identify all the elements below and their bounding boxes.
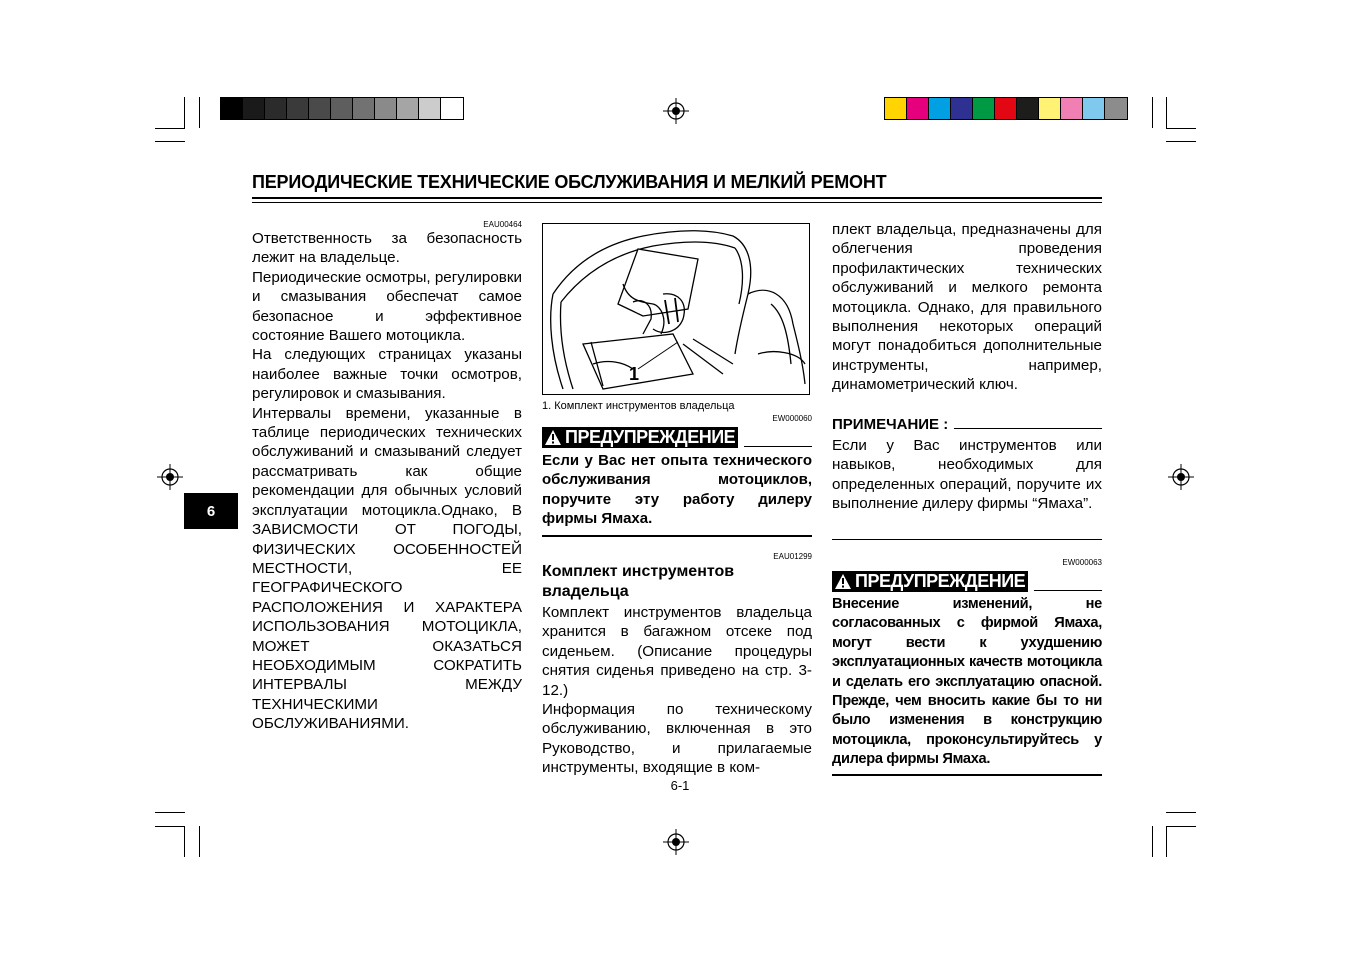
crop-mark [1152, 826, 1153, 857]
toolkit-illustration [542, 223, 810, 395]
figure-caption: 1. Комплект инструментов владельца [542, 400, 735, 412]
warning-heading-line [744, 446, 812, 447]
calibration-swatch [1017, 98, 1039, 119]
calibration-swatch [353, 98, 375, 119]
note-label: ПРИМЕЧАНИЕ : [832, 416, 949, 433]
calibration-swatch [907, 98, 929, 119]
warning-heading [542, 427, 812, 448]
calibration-swatch [309, 98, 331, 119]
warning-triangle-icon [544, 429, 562, 446]
warning-end-rule [542, 535, 812, 537]
calibration-swatch [929, 98, 951, 119]
calibration-swatch [397, 98, 419, 119]
crop-mark [155, 812, 185, 813]
crop-mark [1166, 812, 1196, 813]
registration-mark-icon [1168, 464, 1194, 490]
calibration-swatch [1039, 98, 1061, 119]
calibration-swatch [243, 98, 265, 119]
gray-calibration-bar [220, 97, 464, 120]
crop-mark [1166, 141, 1196, 142]
warning-heading [832, 571, 1102, 592]
crop-mark [184, 97, 185, 128]
crop-mark [1166, 826, 1196, 827]
crop-mark [1166, 826, 1167, 857]
reference-code: EW000063 [1062, 558, 1102, 567]
column-2-text [542, 603, 812, 778]
calibration-swatch [265, 98, 287, 119]
crop-mark [184, 826, 185, 857]
note-heading-line [954, 428, 1102, 429]
crop-mark [199, 97, 200, 128]
callout-number: 1 [629, 364, 640, 384]
calibration-swatch [221, 98, 243, 119]
section-tab: 6 [184, 493, 238, 529]
note-text: Если у Вас инструментов или навыков, необходимых для определенных операций, поручите их выполнение дилеру фирмы “Ямаха”. [832, 437, 1102, 513]
warning-label-box [542, 427, 738, 448]
crop-mark [155, 128, 185, 129]
calibration-swatch [375, 98, 397, 119]
registration-mark-icon [663, 829, 689, 855]
registration-mark-icon [157, 464, 183, 490]
warning-text: Если у Вас нет опыта технического обслуживания мотоциклов, поручите эту работу дилеру фирмы Ямаха. [542, 452, 812, 528]
calibration-swatch [331, 98, 353, 119]
paragraph: Интервалы времени, указанные в таблице периодических технических обслуживаний и смазываний следует рассматривать как общие рекомендации для обычных условий эксплуатации мотоцикла.Однако, В ЗАВИСМОСТИ ОТ ПОГОДЫ, ФИЗИЧЕСКИХ ОСОБЕННОСТЕЙ МЕСТНОСТИ, ЕЕ ГЕОГРАФИЧЕСКОГО РАСПОЛОЖЕНИЯ И ХАРАКТЕРА ИСПОЛЬЗОВАНИЯ МОТОЦИКЛА, МОЖЕТ ОКАЗАТЬСЯ НЕОБХОДИМЫМ СОКРАТИТЬ ИНТЕРВАЛЫ МЕЖДУ ТЕХНИЧЕСКИМИ ОБСЛУЖИВАНИЯМИ. [252, 404, 522, 733]
calibration-swatch [287, 98, 309, 119]
warning-heading-line [1034, 590, 1102, 591]
calibration-swatch [1061, 98, 1083, 119]
warning-label-box [832, 571, 1028, 592]
calibration-swatch [951, 98, 973, 119]
paragraph: Периодические осмотры, регулировки и смазывания обеспечат самое безопасное и эффективное состояние Вашего мотоцикла. [252, 268, 522, 345]
motorcycle-toolkit-drawing [543, 224, 810, 395]
reference-code: EW000060 [772, 414, 812, 423]
registration-mark-icon [663, 98, 689, 124]
page-title: ПЕРИОДИЧЕСКИЕ ТЕХНИЧЕСКИЕ ОБСЛУЖИВАНИЯ И МЕЛКИЙ РЕМОНТ [252, 172, 887, 192]
crop-mark [1166, 128, 1196, 129]
crop-mark [1152, 97, 1153, 128]
paragraph: Ответственность за безопасность лежит на владельце. [252, 230, 522, 267]
paragraph: Комплект инструментов владельца хранится в багажном отсеке под сиденьем. (Описание процедуры снятия сиденья приведено на стр. 3-12.) [542, 604, 812, 699]
calibration-swatch [995, 98, 1017, 119]
warning-label: ПРЕДУПРЕЖДЕНИЕ [855, 571, 1026, 591]
calibration-swatch [1083, 98, 1105, 119]
page-number: 6-1 [670, 778, 690, 793]
column-1-text [252, 229, 522, 734]
crop-mark [155, 141, 185, 142]
reference-code: EAU00464 [483, 220, 522, 229]
calibration-swatch [441, 98, 463, 119]
calibration-swatch [885, 98, 907, 119]
color-calibration-bar [884, 97, 1128, 120]
calibration-swatch [973, 98, 995, 119]
note-heading [832, 416, 1102, 433]
title-divider [252, 197, 1102, 199]
crop-mark [199, 826, 200, 857]
title-divider [252, 202, 1102, 203]
column-3-text: плект владельца, предназначены для облегчения проведения профилактических технических обслуживаний и мелкого ремонта мотоцикла. Однако, для правильного выполнения некоторых операций могут понадобиться дополнительные инструменты, например, динамометрический ключ. [832, 221, 1102, 394]
crop-mark [1166, 97, 1167, 128]
paragraph: Информация по техническому обслуживанию, включенная в это Руководство, и прилагаемые инструменты, входящие в ком- [542, 701, 812, 777]
section-subheading: Комплект инструментов владельца [542, 563, 735, 600]
reference-code: EAU01299 [773, 552, 812, 561]
note-end-rule [832, 539, 1102, 540]
crop-mark [155, 826, 185, 827]
calibration-swatch [419, 98, 441, 119]
warning-triangle-icon [834, 573, 852, 590]
calibration-swatch [1105, 98, 1127, 119]
warning-label: ПРЕДУПРЕЖДЕНИЕ [565, 427, 736, 447]
warning-text: Внесение изменений, не согласованных с фирмой Ямаха, могут вести к ухудшению эксплуатационных качеств мотоцикла и сделать его эксплуатацию опасной. Прежде, чем вносить какие бы то ни было изменения в конструкцию мотоцикла, проконсультируйтесь у дилера фирмы Ямаха. [832, 596, 1102, 768]
paragraph: На следующих страницах указаны наиболее важные точки осмотров, регулировок и смазывания. [252, 346, 522, 403]
warning-end-rule [832, 774, 1102, 776]
